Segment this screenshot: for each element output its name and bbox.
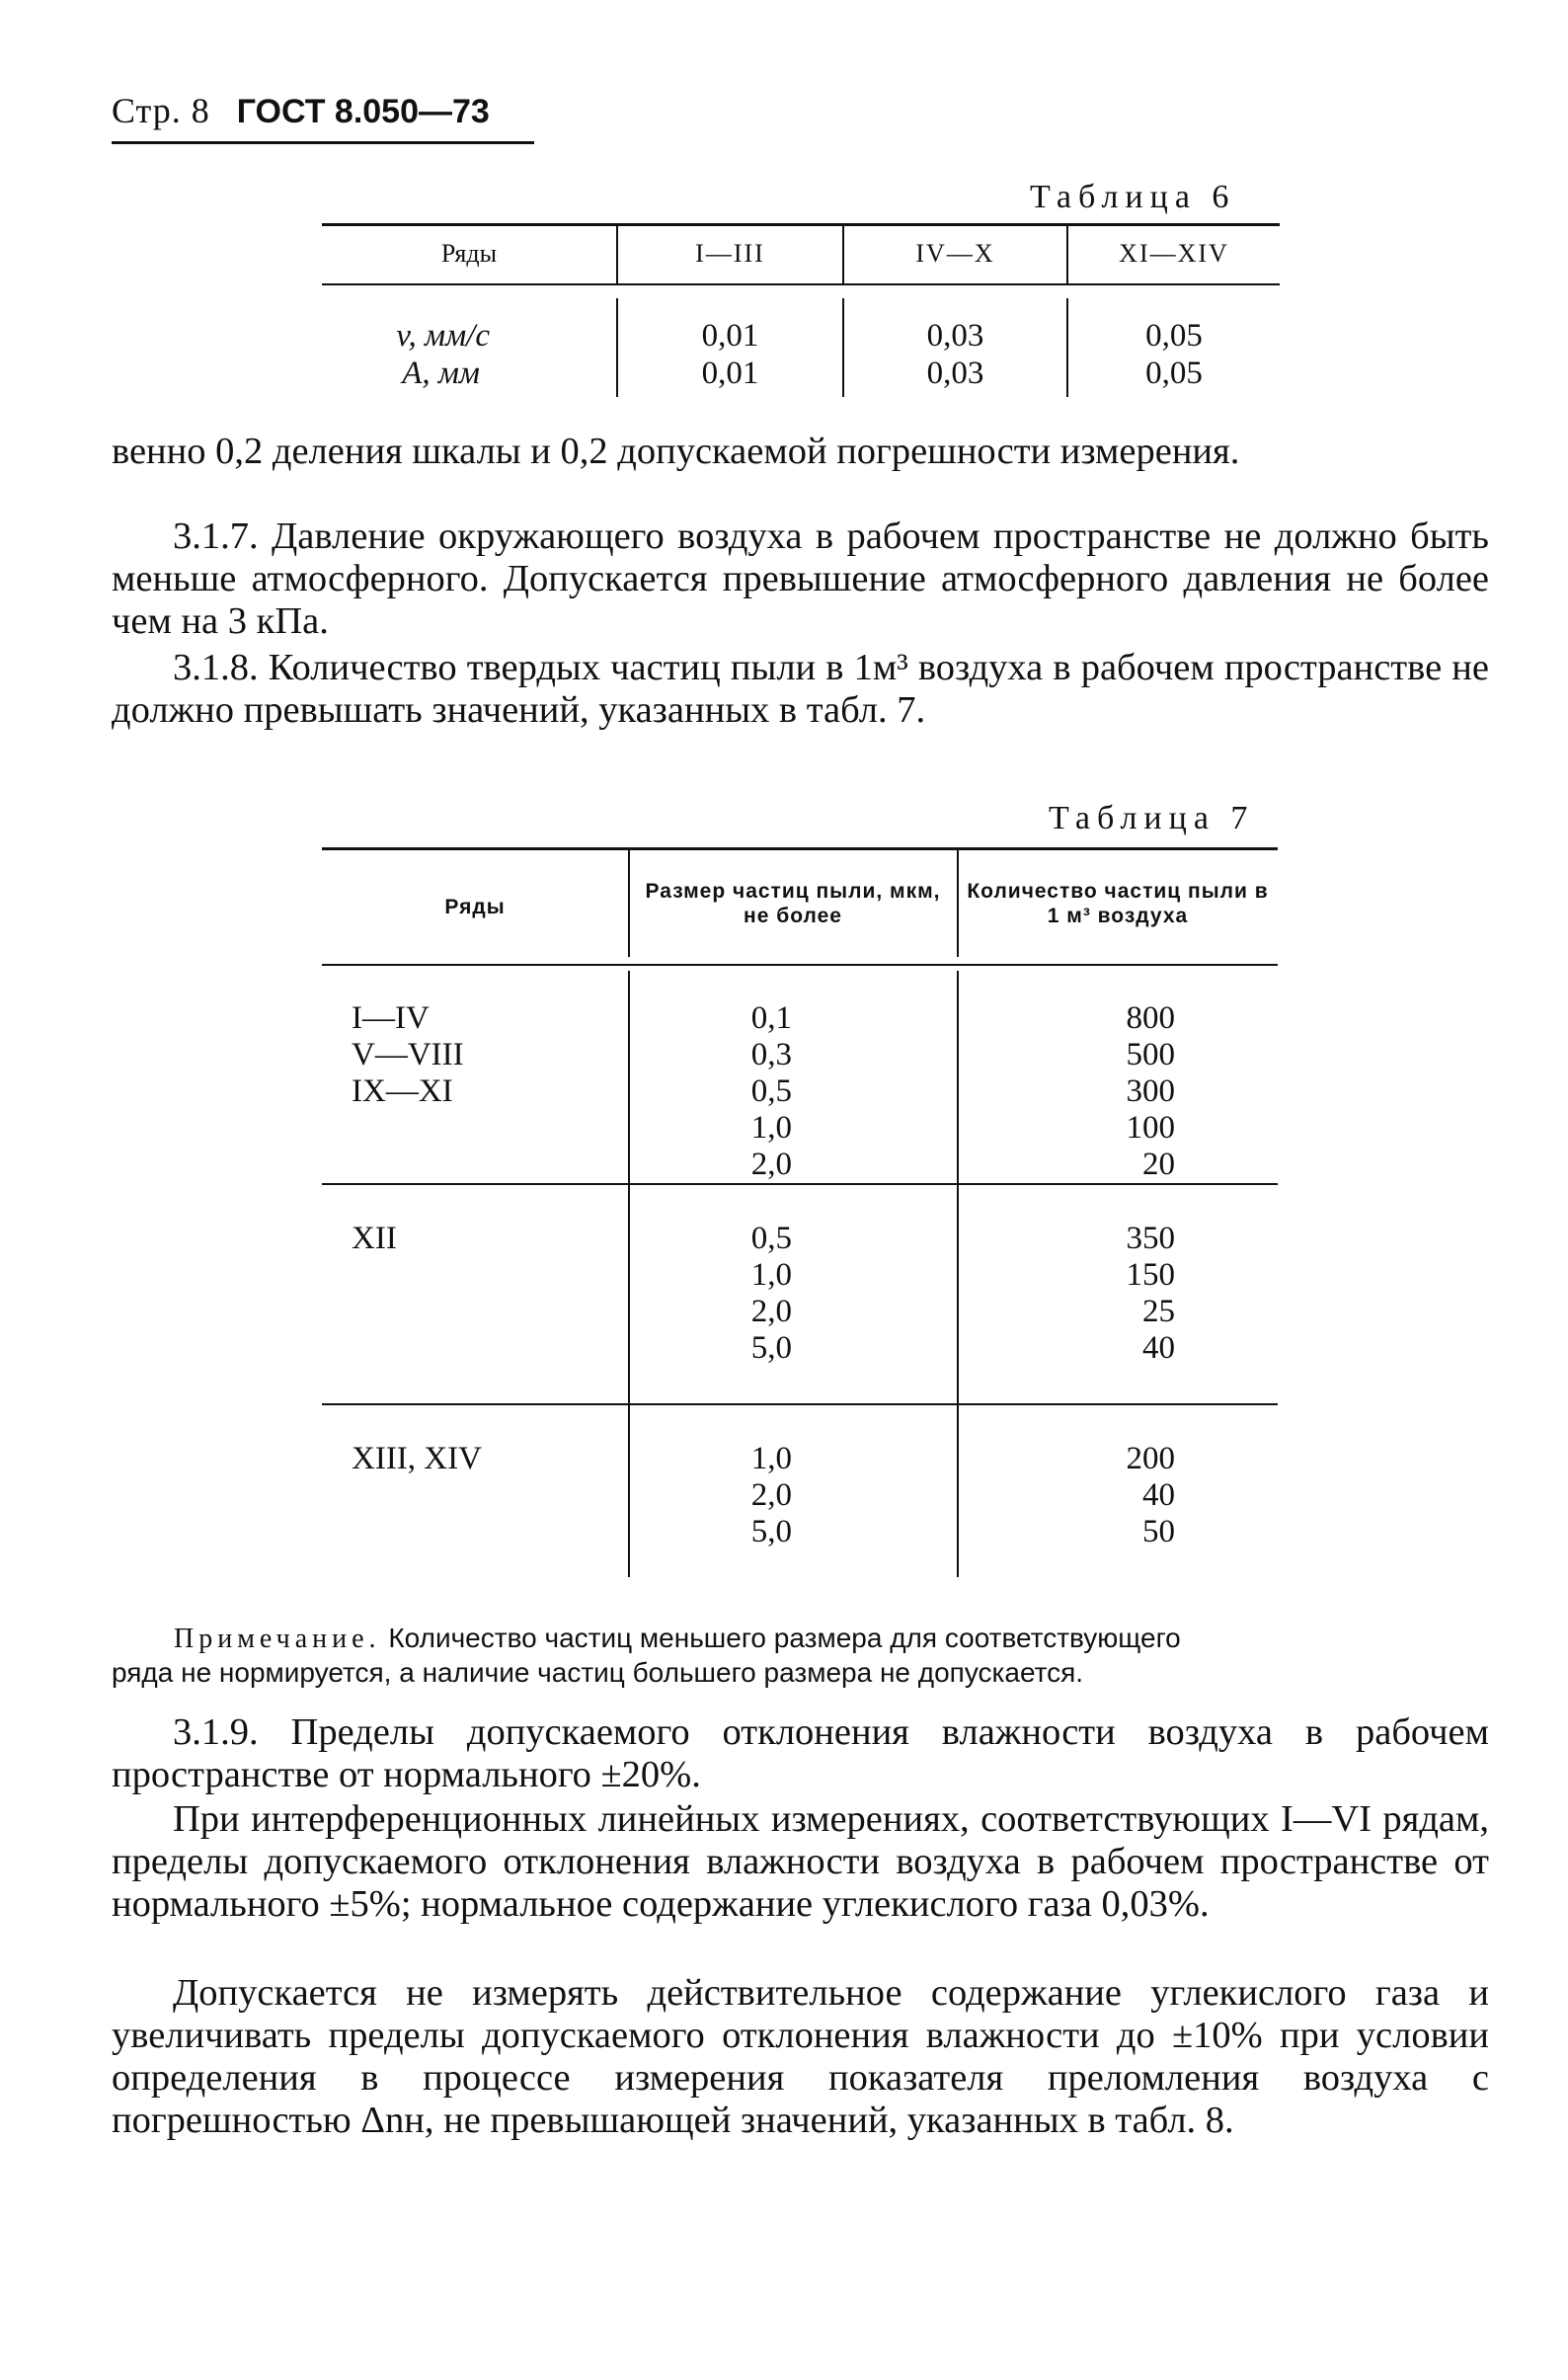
table7-size: 0,5 [750, 1073, 792, 1109]
table7-row-label: V—VIII [352, 1037, 464, 1072]
table6-row-label: A, мм [402, 356, 480, 391]
table7-caption: Таблица 7 [1049, 800, 1255, 836]
table7-size: 1,0 [750, 1441, 792, 1476]
table7-divider [628, 971, 630, 1577]
table7-row-label: IX—XI [352, 1073, 453, 1109]
table7-size: 2,0 [750, 1294, 792, 1329]
paragraph-3-1-7: 3.1.7. Давление окружающего воздуха в рабочем пространстве не должно быть меньше атмосферного. Допускается превышение атмосферного давления не более чем на 3 кПа. [112, 516, 1489, 642]
table6-row-label: v, мм/с [396, 318, 490, 354]
table7-group-counts [1086, 1220, 1175, 1366]
table7-top-rule [322, 847, 1278, 850]
table7-group-sizes [691, 1220, 792, 1366]
table7-count: 350 [1126, 1221, 1175, 1256]
table6-header-col2: IV—X [915, 239, 995, 268]
table6-cell: 0,03 [926, 318, 984, 354]
table7-count: 25 [1142, 1294, 1175, 1329]
table7-divider [957, 971, 959, 1577]
standard-id: ГОСТ 8.050—73 [236, 93, 490, 130]
table7-group-sizes [691, 999, 792, 1182]
table7-count: 40 [1142, 1477, 1175, 1513]
table6-cell: 0,03 [926, 356, 984, 391]
table7-group-rows [352, 1440, 482, 1476]
table7-size: 5,0 [750, 1330, 792, 1366]
paragraph: венно 0,2 деления шкалы и 0,2 допускаемой погрешности измерения. [112, 431, 1240, 472]
table7-size: 0,5 [750, 1221, 792, 1256]
note-text: Количество частиц меньшего размера для соответствующего [388, 1623, 1181, 1653]
table7-header-count: Количество частиц пыли в 1 м³ воздуха [967, 880, 1269, 927]
table7-header-rule [322, 964, 1278, 966]
table7-row-label: XII [352, 1221, 397, 1256]
page-number: Стр. 8 [112, 91, 210, 130]
table7-size: 2,0 [750, 1147, 792, 1182]
table6-cell: 0,05 [1145, 356, 1203, 391]
table7-group-sizes [691, 1440, 792, 1549]
note-label: Примечание. [174, 1624, 381, 1654]
table7-header-size: Размер частиц пыли, мкм, не более [645, 880, 941, 927]
table6-header-rule [322, 283, 1280, 285]
table7-header-rows: Ряды [444, 896, 506, 918]
page-header [112, 91, 490, 131]
table7-group-counts [1086, 999, 1175, 1182]
table7-group-counts [1086, 1440, 1175, 1549]
table7-count: 150 [1126, 1257, 1175, 1293]
table7-size: 5,0 [750, 1514, 792, 1549]
paragraph: При интерференционных линейных измерениях, соответствующих I—VI рядам, пределы допускаемого отклонения влажности воздуха в рабочем пространстве от нормального ±5%; нормальное содержание углекислого газа 0,03%. [112, 1798, 1489, 1925]
table7-count: 500 [1126, 1037, 1175, 1072]
table7-group-rule [322, 1183, 1278, 1185]
table7-count: 300 [1126, 1073, 1175, 1109]
paragraph-3-1-9: 3.1.9. Пределы допускаемого отклонения влажности воздуха в рабочем пространстве от нормального ±20%. [112, 1711, 1489, 1795]
table7-count: 200 [1126, 1441, 1175, 1476]
table6-caption: Таблица 6 [1030, 179, 1236, 215]
table7-count: 50 [1142, 1514, 1175, 1549]
table6-header-rows: Ряды [440, 239, 498, 268]
table6-top-rule [322, 223, 1280, 226]
table7-note [174, 1622, 1489, 1655]
table7-size: 1,0 [750, 1257, 792, 1293]
note-text-continued: ряда не нормируется, а наличие частиц большего размера не допускается. [112, 1657, 1084, 1688]
table7-size: 2,0 [750, 1477, 792, 1513]
table6-cell: 0,05 [1145, 318, 1203, 354]
table7-count: 800 [1126, 1000, 1175, 1036]
table7-divider [957, 850, 959, 957]
table6-cell: 0,01 [701, 318, 759, 354]
table7-size: 0,3 [750, 1037, 792, 1072]
paragraph: Допускается не измерять действительное содержание углекислого газа и увеличивать пределы допускаемого отклонения влажности до ±10% при условии определения в процессе измерения показателя преломления воздуха с погрешностью Δnн, не превышающей значений, указанных в табл. 8. [112, 1972, 1489, 2141]
table7-size: 1,0 [750, 1110, 792, 1146]
table7-size: 0,1 [750, 1000, 792, 1036]
paragraph-3-1-8: 3.1.8. Количество твердых частиц пыли в 1м³ воздуха в рабочем пространстве не должно превышать значений, указанных в табл. 7. [112, 647, 1489, 731]
table7-row-label: XIII, XIV [352, 1441, 482, 1476]
table7-count: 40 [1142, 1330, 1175, 1366]
table7-group-rows [352, 999, 464, 1109]
header-rule [112, 141, 534, 144]
table6-header-col3: XI—XIV [1119, 239, 1229, 268]
table7-group-rule [322, 1403, 1278, 1405]
table7-count: 20 [1142, 1147, 1175, 1182]
table6-cell: 0,01 [701, 356, 759, 391]
table7-count: 100 [1126, 1110, 1175, 1146]
table7-divider [628, 850, 630, 957]
table7-group-rows [352, 1220, 397, 1256]
table6-header-col1: I—III [695, 239, 765, 268]
table7-row-label: I—IV [352, 1000, 430, 1036]
